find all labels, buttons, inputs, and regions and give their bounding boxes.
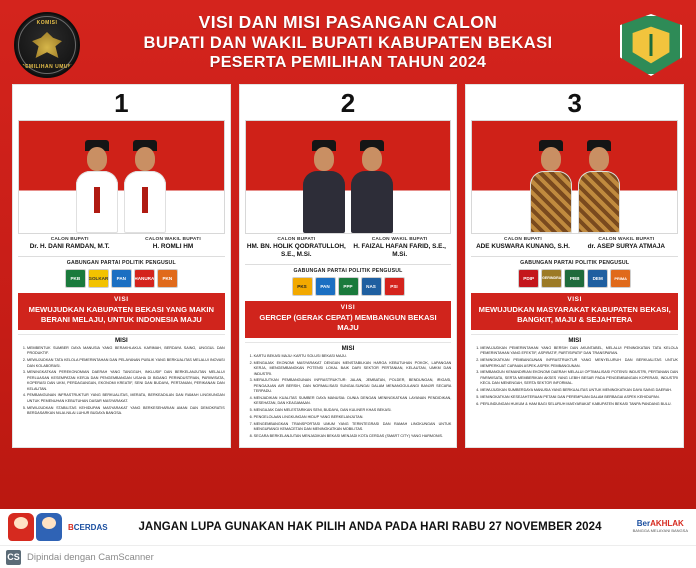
party-logo-pkb-icon: PKB <box>65 269 86 288</box>
role-label: CALON BUPATI <box>504 237 542 243</box>
role-label: CALON WAKIL BUPATI <box>371 237 428 243</box>
misi-item: 3. MEMBANGUN KEMANDIRIAN EKONOMI DAERAH MELALUI OPTIMALISASI POTENSI INDUSTRI, PERTANIAN DAN PARIWISATA, SERTA MEMBERIKAN AKSES YANG LEBIH BESAR PADA PENGEMBANGAN KOPERASI, INDUSTRI KECIL DAN MENENGAH, SERTA SEKTOR INFORMAL. <box>480 370 678 386</box>
poster-footer <box>0 509 696 545</box>
candidate-caption-row-3 <box>471 237 678 251</box>
face-shape <box>589 147 609 171</box>
party-logo-row-3 <box>471 269 678 288</box>
brand-cerdas-text: CERDAS <box>73 522 108 532</box>
misi-item: 8. SECARA BERKELANJUTAN MENJADIKAN BEKASI MENJADI KOTA CERDAS (SMART CITY) YANG HARMONIS. <box>254 434 452 439</box>
misi-item: 5. MENGAJAK DAN MELESTARIKAN SENI, BUDAYA, DAN KULINER KHAS BEKASI. <box>254 408 452 413</box>
shirt-shape <box>530 171 572 233</box>
party-logo-pan-icon: PAN <box>111 269 132 288</box>
kpu-logo-top-text: KOMISI <box>36 20 58 26</box>
candidate-right-2 <box>350 237 449 259</box>
misi-item: 6. PERLINDUNGAN HUKUM & HAM BAGI SELURUH MASYARAKAT KABUPATEN BEKASI TANPA PANDANG BULU. <box>480 402 678 407</box>
misi-block-1 <box>18 334 225 441</box>
title-line-3: PESERTA PEMILIHAN TAHUN 2024 <box>209 53 487 71</box>
candidate-name: ADE KUSWARA KUNANG, S.H. <box>476 243 570 251</box>
mascot-group <box>8 513 62 541</box>
coalition-block-2 <box>245 264 452 296</box>
misi-label: MISI <box>114 337 128 345</box>
kpu-logo-bottom-text: PEMILIHAN UMUM <box>21 64 73 70</box>
candidate-photo-2 <box>245 120 452 234</box>
brand-cerdas-memilih <box>68 523 108 532</box>
misi-list-2 <box>245 354 452 440</box>
bekasi-logo-inner <box>631 25 671 65</box>
misi-item: 2. MEWUJUDKAN TATA KELOLA PEMERINTAHAN DAN PELAYANAN PUBLIK YANG BERKUALITAS MELALUI INOVASI DAN KOLABORASI. <box>27 358 225 369</box>
mascot-blue-icon <box>36 513 62 541</box>
misi-item: 6. PENGELOLAAN LINGKUNGAN HIDUP YANG BERKELANJUTAN. <box>254 415 452 420</box>
visi-label: VISI <box>567 296 583 304</box>
camscanner-watermark-bar <box>0 545 696 568</box>
candidate-card-2[interactable] <box>239 84 458 448</box>
misi-list-3 <box>471 346 678 407</box>
misi-item: 2. MENINGKATKAN PEMBANGUNAN INFRASTRUKTUR YANG MENYELURUH DAN BERKUALITAS UNTUK MEMPERKUAT CAPAIAN ASPEK-ASPEK PEMBANGUNAN. <box>480 358 678 369</box>
candidate-photo-1 <box>18 120 225 234</box>
visi-text: GERCEP (GERAK CEPAT) MEMBANGUN BEKASI MAJU <box>259 313 437 333</box>
mascot-red-icon <box>8 513 34 541</box>
misi-label: MISI <box>341 345 355 353</box>
candidate-name: H. ROMLI HM <box>152 243 194 251</box>
candidate-caption-row-1 <box>18 237 225 251</box>
candidate-left-2 <box>247 237 346 259</box>
footer-message: JANGAN LUPA GUNAKAN HAK PILIH ANDA PADA HARI RABU 27 NOVEMBER 2024 <box>138 521 602 533</box>
visi-block-1 <box>18 293 225 330</box>
misi-block-3 <box>471 334 678 441</box>
candidate-photo-3 <box>471 120 678 234</box>
misi-item: 3. MERAJUTKAN PEMBANGUNAN INFRASTRUKTUR: JALAN, JEMBATAN, POLDER, BENDUNGAN, IRIGASI, PENGAJUAN AIR BERSIH, DAN NORMALISASI SUNGAI-SUNGAI DALAM MENANGGULANGI BANJIR SECARA TERPADU. <box>254 378 452 394</box>
party-logo-pan-icon: PAN <box>315 277 336 296</box>
party-logo-prima-icon: PRIMA <box>610 269 631 288</box>
visi-label: VISI <box>113 296 129 304</box>
tie-shape <box>142 187 148 213</box>
candidate-portrait-right-2 <box>349 137 395 233</box>
camscanner-logo-icon: CS <box>6 550 21 565</box>
coalition-title: GABUNGAN PARTAI POLITIK PENGUSUL <box>66 260 176 267</box>
misi-item: 7. MENGEMBANGKAN TRANSPORTASI UMUM YANG TERINTEGRASI DAN RAMAH LINGKUNGAN UNTUK MENGURANGI KEMACETAN DAN MENINGKATKAN MOBILITAS. <box>254 422 452 433</box>
candidate-number-3: 3 <box>567 88 582 118</box>
misi-item: 4. PEMBANGUNAN INFRASTRUKTUR YANG BERKUALITAS, MERATA, BERKEADILAN DAN RAMAH LINGKUNGAN UNTUK PEMENUHAN KEBUTUHAN DASAR MASYARAKAT. <box>27 393 225 404</box>
visi-text: MEWUJUDKAN KABUPATEN BEKASI YANG MAKIN BERANI MELAJU, UNTUK INDONESIA MAJU <box>28 305 215 325</box>
kpu-logo-icon <box>14 12 80 78</box>
party-logo-golkar-icon: GOLKAR <box>88 269 109 288</box>
face-shape <box>541 147 561 171</box>
misi-item: 5. MEWUJUDKAN STABILITAS KEHIDUPAN MASYARAKAT YANG BERKESEHARIAN AMAN DAN DEMOKRATIS BERDASARKAN NILAI-NILAI LUHUR BUDAYA BANGSA. <box>27 406 225 417</box>
brand-cerdas-b: B <box>68 522 74 532</box>
candidate-name: dr. ASEP SURYA ATMAJA <box>587 243 666 251</box>
misi-block-2 <box>245 342 452 441</box>
title-line-2: BUPATI DAN WAKIL BUPATI KABUPATEN BEKASI <box>143 33 553 52</box>
brand-berakhlak-sub: BANGGA MELAYANI BANGSA <box>632 528 688 534</box>
candidate-name: HM. BN. HOLIK QODRATULLOH, S.E., M.Si. <box>246 243 346 259</box>
misi-item: 4. MEWUJUDKAN SUMBERDAYA MANUSIA YANG BERKUALITAS UNTUK MENINGKATKAN DAYA SAING DAERAH. <box>480 388 678 393</box>
party-logo-demokrat-icon: DEM <box>587 269 608 288</box>
role-label: CALON WAKIL BUPATI <box>145 237 201 243</box>
visi-text: MEWUJUDKAN MASYARAKAT KABUPATEN BEKASI, BANGKIT, MAJU & SEJAHTERA <box>478 305 671 325</box>
party-logo-nasdem-icon: NAS <box>361 277 382 296</box>
misi-item: 1. MEWUJUDKAN PEMERINTAHAN YANG BERSIH DAN AKUNTABEL, MELALUI PENINGKATAN TATA KELOLA PEMERINTAHAN YANG EFEKTIF, ASPIRATIF, PARTISIPATIF DAN TRANSPARAN. <box>480 346 678 357</box>
candidate-number-1: 1 <box>114 88 129 118</box>
misi-item: 4. MENJADIKAN KUALITAS SUMBER DAYA MANUSIA: DUNIA DENGAN MENINGKATKAN LAYANAN PENDIDIKAN, KESEHATAN, DAN KEAGAMAAN. <box>254 396 452 407</box>
visi-block-3 <box>471 293 678 330</box>
party-logo-row-2 <box>245 277 452 296</box>
brand-berakhlak <box>633 520 688 533</box>
misi-list-1 <box>18 346 225 416</box>
page-title <box>144 12 553 73</box>
visi-label: VISI <box>340 304 356 312</box>
candidate-caption-row-2 <box>245 237 452 259</box>
candidate-right-3 <box>577 237 676 251</box>
candidate-portrait-left-3 <box>528 137 574 233</box>
misi-item: 2. MENGAJAK EKONOMI MASYARAKAT DENGAN MENSTABILKAN HARGA KEBUTUHAN POKOK, LAPANGAN KERJA, MENGEMBANGKAN POTENSI LOKAL BAIK DARI SEKTOR PERTANIAN, KELAUTAN, UMKM DAN INDUSTRI. <box>254 361 452 377</box>
shirt-shape <box>351 171 393 233</box>
face-shape <box>362 147 382 171</box>
candidate-card-3[interactable] <box>465 84 684 448</box>
candidate-number-2: 2 <box>340 88 356 118</box>
party-logo-row-1 <box>18 269 225 288</box>
coalition-block-3 <box>471 256 678 288</box>
candidate-left-3 <box>473 237 572 251</box>
role-label: CALON BUPATI <box>50 237 89 243</box>
party-logo-pks-icon: PKS <box>292 277 313 296</box>
face-shape <box>314 147 334 171</box>
misi-item: 3. MENINGKATKAN PEREKONOMIAN DAERAH YANG TANGGUH, INKLUSIF DAN BERKELANJUTAN MELALUI PERLUASAN KESEMPATAN KERJA DAN PENGEMBANGAN USAHA DI BIDANG PERINDUSTRIAN, PARIWISATA, KOPERASI DAN UKM, PERDAGANGAN, EKONOMI KREATIF, SENI DAN BUDAYA, PERTANIAN, PERIKANAN DAN KELAUTAN. <box>27 370 225 391</box>
party-logo-gerindra-icon: GERINDRA <box>541 269 562 288</box>
candidate-portrait-right-1 <box>122 137 168 233</box>
party-logo-ppp-icon: PPP <box>338 277 359 296</box>
title-line-1: VISI DAN MISI PASANGAN CALON <box>198 11 498 32</box>
candidate-panels <box>0 84 696 448</box>
party-logo-pbb-icon: PBB <box>564 269 585 288</box>
candidate-right-1 <box>123 237 222 251</box>
party-logo-pdip-icon: PDIP <box>518 269 539 288</box>
bekasi-regency-logo-icon <box>620 14 682 76</box>
misi-item: 1. KARTU BEKASI MAJU: KARTU SOLUSI BEKASI MAJU. <box>254 354 452 359</box>
tie-shape <box>94 187 100 213</box>
visi-block-2 <box>245 301 452 338</box>
camscanner-text: Dipindai dengan CamScanner <box>27 551 154 563</box>
role-label: CALON WAKIL BUPATI <box>598 237 655 243</box>
misi-label: MISI <box>568 337 582 345</box>
coalition-block-1 <box>18 256 225 288</box>
poster-header <box>0 0 696 84</box>
candidate-card-1[interactable] <box>12 84 231 448</box>
candidate-portrait-left-2 <box>301 137 347 233</box>
candidate-left-1 <box>20 237 119 251</box>
face-shape <box>135 147 155 171</box>
candidate-portrait-right-3 <box>576 137 622 233</box>
role-label: CALON BUPATI <box>277 237 316 243</box>
brand-berakhlak-prefix: Ber <box>636 519 651 529</box>
face-shape <box>87 147 107 171</box>
shirt-shape <box>578 171 620 233</box>
misi-item: 5. MENINGKATKAN KESEJAHTERAAN PETANI DAN PEREMPUAN DALAM BERBAGAI ASPEK KEHIDUPAN. <box>480 395 678 400</box>
coalition-title: GABUNGAN PARTAI POLITIK PENGUSUL <box>520 260 630 267</box>
candidate-name: H. FAIZAL HAFAN FARID, S.E., M.Si. <box>353 243 446 259</box>
brand-berakhlak-text: AKHLAK <box>650 519 684 529</box>
coalition-title: GABUNGAN PARTAI POLITIK PENGUSUL <box>293 268 403 275</box>
party-logo-hanura-icon: HANURA <box>134 269 155 288</box>
candidate-name: Dr. H. DANI RAMDAN, M.T. <box>29 243 110 251</box>
party-logo-pkn-icon: PKN <box>157 269 178 288</box>
shirt-shape <box>303 171 345 233</box>
party-logo-psi-icon: PSI <box>384 277 405 296</box>
misi-item: 1. MEMBENTUK SUMBER DAYA MANUSIA YANG BERAKHLAKUL KARIMAH, BERDAYA SAING, UNGGUL DAN PRODUKTIF. <box>27 346 225 357</box>
candidate-portrait-left-1 <box>74 137 120 233</box>
